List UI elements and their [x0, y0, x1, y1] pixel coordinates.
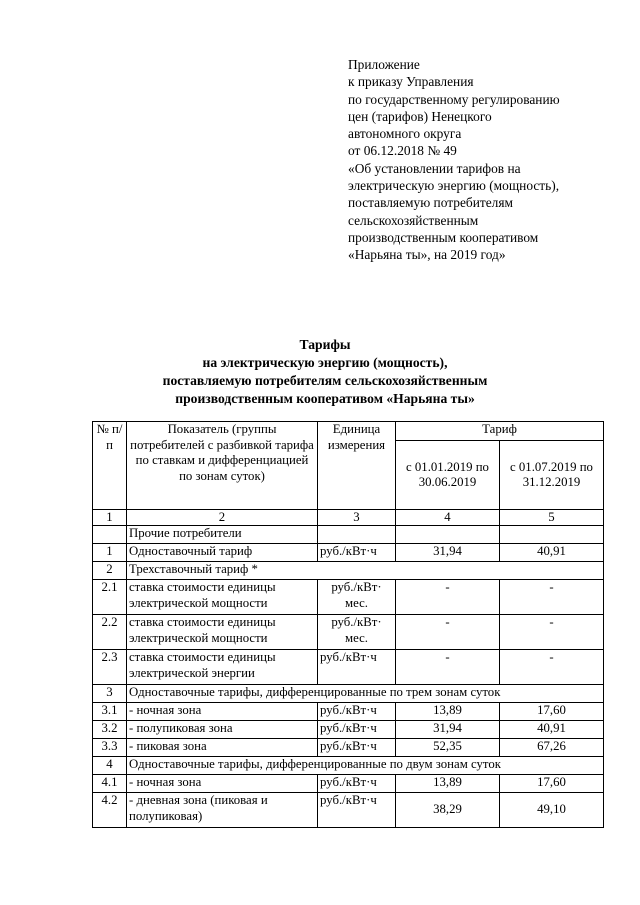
header-num: № п/п [93, 422, 127, 510]
appendix-line: сельскохозяйственным [348, 212, 479, 228]
header-unit: Единица измерения [318, 422, 396, 510]
col-number: 5 [500, 510, 604, 526]
appendix-line: цен (тарифов) Ненецкого [348, 108, 492, 124]
row-name: ставка стоимости единицы электрической энергии [127, 650, 318, 685]
row-unit: руб./кВт· мес. [318, 615, 396, 650]
table-header-row [93, 422, 604, 441]
col-number: 1 [93, 510, 127, 526]
row-value-2: 40,91 [500, 544, 604, 562]
row-value-1: 13,89 [396, 703, 500, 721]
table-row [93, 650, 604, 685]
title-line: поставляемую потребителям сельскохозяйственным [162, 373, 488, 388]
table-row [93, 739, 604, 757]
row-num: 4 [93, 757, 127, 775]
column-numbers-row [93, 510, 604, 526]
header-period-1: с 01.01.2019 по 30.06.2019 [396, 441, 500, 510]
title-line: производственным кооперативом «Нарьяна ты» [175, 391, 475, 406]
row-name: - полупиковая зона [127, 721, 318, 739]
row-value-2: 49,10 [500, 793, 604, 828]
table-row [93, 775, 604, 793]
row-unit: руб./кВт·ч [318, 650, 396, 685]
table-row [93, 615, 604, 650]
appendix-line: к приказу Управления [348, 74, 474, 90]
header-period-2: с 01.07.2019 по 31.12.2019 [500, 441, 604, 510]
row-num: 3.1 [93, 703, 127, 721]
row-value-2: - [500, 650, 604, 685]
row-num: 1 [93, 544, 127, 562]
table-row [93, 793, 604, 828]
appendix-line: от 06.12.2018 № 49 [348, 143, 457, 159]
table-row [93, 685, 604, 703]
row-unit: руб./кВт·ч [318, 544, 396, 562]
row-value-1: - [396, 650, 500, 685]
row-value-2: 40,91 [500, 721, 604, 739]
tariff-table [92, 421, 604, 828]
appendix-line: «Нарьяна ты», на 2019 год» [348, 247, 506, 263]
row-value-2: - [500, 580, 604, 615]
table-row [93, 757, 604, 775]
appendix-block [348, 56, 638, 264]
header-tariff: Тариф [396, 422, 604, 441]
row-num: 3 [93, 685, 127, 703]
row-unit: руб./кВт· мес. [318, 580, 396, 615]
row-name: Трехставочный тариф * [127, 562, 604, 580]
col-number: 2 [127, 510, 318, 526]
document-title [90, 336, 560, 408]
row-value-1: 31,94 [396, 544, 500, 562]
appendix-line: автономного округа [348, 126, 462, 142]
row-num: 2 [93, 562, 127, 580]
row-num: 3.2 [93, 721, 127, 739]
table-row [93, 526, 604, 544]
row-unit: руб./кВт·ч [318, 703, 396, 721]
row-name: ставка стоимости единицы электрической мощности [127, 615, 318, 650]
table-row [93, 580, 604, 615]
row-num: 4.2 [93, 793, 127, 828]
row-unit: руб./кВт·ч [318, 775, 396, 793]
row-value-2: 17,60 [500, 703, 604, 721]
row-value-1: 31,94 [396, 721, 500, 739]
row-num: 2.3 [93, 650, 127, 685]
row-value-1: - [396, 615, 500, 650]
section-label: Прочие потребители [127, 526, 318, 544]
row-num: 2.1 [93, 580, 127, 615]
row-num: 4.1 [93, 775, 127, 793]
table-row [93, 703, 604, 721]
row-unit: руб./кВт·ч [318, 721, 396, 739]
title-line: на электрическую энергию (мощность), [202, 355, 448, 370]
col-number: 4 [396, 510, 500, 526]
row-name: Одноставочный тариф [127, 544, 318, 562]
row-num: 2.2 [93, 615, 127, 650]
row-num: 3.3 [93, 739, 127, 757]
appendix-line: производственным кооперативом [348, 229, 539, 245]
row-value-1: - [396, 580, 500, 615]
row-name: - ночная зона [127, 703, 318, 721]
table-row [93, 721, 604, 739]
row-name: ставка стоимости единицы электрической мощности [127, 580, 318, 615]
appendix-line: электрическую энергию (мощность), [348, 178, 560, 194]
appendix-line: поставляемую потребителям [348, 195, 513, 211]
row-value-2: 17,60 [500, 775, 604, 793]
header-indicator: Показатель (группы потребителей с разбивкой тарифа по ставкам и дифференциацией по зонам суток) [127, 422, 318, 510]
row-value-1: 52,35 [396, 739, 500, 757]
row-unit: руб./кВт·ч [318, 793, 396, 828]
row-name: - ночная зона [127, 775, 318, 793]
col-number: 3 [318, 510, 396, 526]
title-line: Тарифы [299, 337, 351, 352]
row-value-2: 67,26 [500, 739, 604, 757]
appendix-line: Приложение [348, 57, 420, 72]
table-row [93, 562, 604, 580]
row-unit: руб./кВт·ч [318, 739, 396, 757]
row-name: - дневная зона (пиковая и полупиковая) [127, 793, 318, 828]
row-value-1: 13,89 [396, 775, 500, 793]
row-name: Одноставочные тарифы, дифференцированные по двум зонам суток [127, 757, 604, 775]
row-name: - пиковая зона [127, 739, 318, 757]
row-name: Одноставочные тарифы, дифференцированные по трем зонам суток [127, 685, 604, 703]
row-value-2: - [500, 615, 604, 650]
appendix-line: по государственному регулированию [348, 91, 560, 107]
table-row [93, 544, 604, 562]
appendix-line: «Об установлении тарифов на [348, 160, 521, 176]
row-value-1: 38,29 [396, 793, 500, 828]
